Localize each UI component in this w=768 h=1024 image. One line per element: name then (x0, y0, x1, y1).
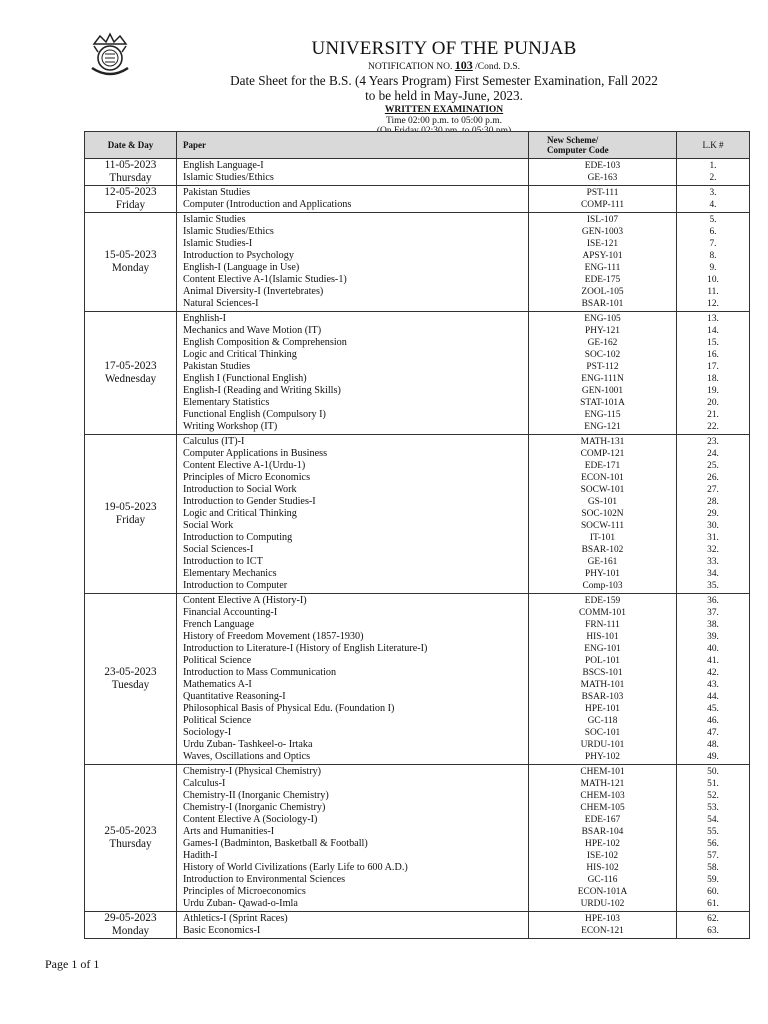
lk-number: 25. (707, 461, 719, 471)
date-group-row (85, 312, 750, 435)
lk-number: 12. (707, 299, 719, 309)
course-code: COMP-111 (580, 200, 625, 210)
lk-number: 50. (707, 767, 719, 777)
paper-name: Mechanics and Wave Motion (IT) (183, 325, 322, 336)
lk-number: 23. (707, 437, 719, 447)
course-code: ECON-121 (581, 926, 624, 936)
course-code: STAT-101A (580, 398, 625, 408)
lk-number: 37. (707, 608, 719, 618)
course-code: POL-101 (585, 656, 620, 666)
time-line-1: Time 02:00 p.m. to 05:00 p.m. (385, 116, 503, 126)
lk-number: 31. (707, 533, 719, 543)
course-code: PHY-121 (585, 326, 620, 336)
course-code: ENG-121 (584, 422, 621, 432)
lk-number: 43. (707, 680, 719, 690)
exam-date: 25-05-2023 (104, 825, 157, 837)
exam-date: 17-05-2023 (104, 360, 157, 372)
paper-name-cell (177, 765, 529, 912)
course-code: URDU-101 (580, 740, 625, 750)
exam-date-cell (85, 312, 177, 435)
paper-name: Logic and Critical Thinking (183, 349, 297, 360)
paper-name: Hadith-I (183, 850, 218, 861)
lk-number: 20. (707, 398, 719, 408)
paper-name: Content Elective A-1(Islamic Studies-1) (183, 274, 347, 285)
course-code: IT-101 (589, 533, 616, 543)
course-code-cell (529, 435, 677, 594)
date-group-row (85, 912, 750, 939)
course-code: CHEM-101 (580, 767, 625, 777)
paper-name: Calculus (IT)-I (183, 436, 245, 447)
subtitle-line-2: to be held in May-June, 2023. (365, 88, 523, 103)
paper-name: Introduction to Computer (183, 580, 288, 591)
paper-name: Philosophical Basis of Physical Edu. (Foundation I) (183, 703, 395, 714)
paper-name: Enghlish-I (183, 313, 227, 324)
paper-name: Islamic Studies-I (183, 238, 253, 249)
paper-name-cell (177, 186, 529, 213)
lk-number: 26. (707, 473, 719, 483)
paper-name: Introduction to Literature-I (History of English Literature-I) (183, 643, 428, 654)
paper-name-cell (177, 435, 529, 594)
lk-number: 44. (707, 692, 719, 702)
course-code: GEN-1001 (581, 386, 624, 396)
course-code: HPE-101 (585, 704, 620, 714)
notification-number: 103 (454, 58, 473, 72)
lk-number: 51. (707, 779, 719, 789)
lk-number: 46. (707, 716, 719, 726)
lk-number: 34. (707, 569, 719, 579)
exam-date: 11-05-2023 (104, 159, 157, 171)
course-code: EDE-159 (584, 596, 621, 606)
exam-date-cell (85, 912, 177, 939)
course-code: EDE-103 (584, 161, 621, 171)
paper-name: French Language (183, 619, 254, 630)
paper-name: Introduction to ICT (183, 556, 263, 567)
lk-number-cell (677, 312, 750, 435)
lk-number: 48. (707, 740, 719, 750)
lk-number: 61. (707, 899, 719, 909)
lk-number: 33. (707, 557, 719, 567)
exam-date-cell (85, 159, 177, 186)
paper-name: Content Elective A (Sociology-I) (183, 814, 318, 825)
lk-number: 4. (709, 200, 717, 210)
course-code: MATH-121 (580, 779, 625, 789)
course-code: ENG-111N (581, 374, 624, 384)
header-date: Date & Day (85, 132, 177, 159)
paper-name: Games-I (Badminton, Basketball & Football) (183, 838, 368, 849)
lk-number: 1. (709, 161, 717, 171)
course-code-cell (529, 912, 677, 939)
lk-number: 41. (707, 656, 719, 666)
course-code: BSAR-103 (581, 692, 624, 702)
lk-number: 54. (707, 815, 719, 825)
lk-number: 28. (707, 497, 719, 507)
paper-name: Islamic Studies/Ethics (183, 172, 274, 183)
exam-date-cell (85, 765, 177, 912)
course-code: ZOOL-105 (581, 287, 624, 297)
course-code: PHY-102 (585, 752, 620, 762)
lk-number: 32. (707, 545, 719, 555)
exam-day: Monday (111, 262, 150, 274)
lk-number: 52. (707, 791, 719, 801)
paper-name: Calculus-I (183, 778, 226, 789)
course-code-cell (529, 765, 677, 912)
paper-name: Elementary Mechanics (183, 568, 277, 579)
course-code: SOC-102N (581, 509, 624, 519)
course-code: ENG-105 (584, 314, 621, 324)
course-code: BSCS-101 (582, 668, 623, 678)
lk-number: 2. (709, 173, 717, 183)
header-paper: Paper (177, 132, 529, 159)
paper-name: Natural Sciences-I (183, 298, 259, 309)
course-code: CHEM-105 (580, 803, 625, 813)
course-code: COMP-121 (580, 449, 625, 459)
paper-name: Introduction to Gender Studies-I (183, 496, 316, 507)
lk-number: 15. (707, 338, 719, 348)
course-code: SOCW-101 (580, 485, 625, 495)
course-code: BSAR-104 (581, 827, 624, 837)
course-code-cell (529, 213, 677, 312)
course-code: HIS-102 (586, 863, 619, 873)
exam-date: 29-05-2023 (104, 912, 157, 924)
paper-name: Political Science (183, 715, 252, 726)
exam-day: Thursday (109, 838, 152, 850)
paper-name: English Language-I (183, 160, 264, 171)
date-group-row (85, 594, 750, 765)
paper-name: Waves, Oscillations and Optics (183, 751, 311, 762)
course-code: EDE-171 (584, 461, 621, 471)
paper-name: Pakistan Studies (183, 187, 251, 198)
page-footer: Page 1 of 1 (45, 957, 100, 971)
paper-name: English I (Functional English) (183, 373, 307, 384)
lk-number: 27. (707, 485, 719, 495)
document-header (120, 38, 768, 136)
exam-date-cell (85, 594, 177, 765)
lk-number: 6. (709, 227, 717, 237)
date-group-row (85, 213, 750, 312)
course-code: ENG-115 (584, 410, 621, 420)
course-code: GC-118 (587, 716, 618, 726)
paper-name: Principles of Microeconomics (183, 886, 306, 897)
exam-day: Friday (115, 514, 146, 526)
header-lk: L.K # (677, 132, 750, 159)
lk-number: 57. (707, 851, 719, 861)
paper-name: Arts and Humanities-I (183, 826, 275, 837)
course-code: SOC-101 (584, 728, 621, 738)
course-code: HPE-102 (585, 839, 620, 849)
exam-date: 12-05-2023 (104, 186, 157, 198)
lk-number: 10. (707, 275, 719, 285)
exam-date-cell (85, 213, 177, 312)
lk-number: 29. (707, 509, 719, 519)
paper-name: Introduction to Environmental Sciences (183, 874, 346, 885)
lk-number: 38. (707, 620, 719, 630)
paper-name: Animal Diversity-I (Invertebrates) (183, 286, 324, 297)
paper-name: Logic and Critical Thinking (183, 508, 297, 519)
course-code: PST-112 (586, 362, 619, 372)
lk-number-cell (677, 435, 750, 594)
paper-name: Sociology-I (183, 727, 232, 738)
lk-number: 18. (707, 374, 719, 384)
course-code: ECON-101 (581, 473, 624, 483)
lk-number-cell (677, 594, 750, 765)
paper-name-cell (177, 213, 529, 312)
course-code: SOCW-111 (580, 521, 625, 531)
lk-number: 17. (707, 362, 719, 372)
paper-name: History of World Civilizations (Early Life to 600 A.D.) (183, 862, 408, 873)
course-code: CHEM-103 (580, 791, 625, 801)
course-code: GE-163 (587, 173, 618, 183)
exam-day: Friday (115, 199, 146, 211)
lk-number: 58. (707, 863, 719, 873)
course-code: ISL-107 (586, 215, 619, 225)
course-code: GE-162 (587, 338, 618, 348)
paper-name: Computer (Introduction and Applications (183, 199, 352, 210)
exam-date: 19-05-2023 (104, 501, 157, 513)
course-code: SOC-102 (584, 350, 621, 360)
lk-number: 3. (709, 188, 717, 198)
lk-number: 21. (707, 410, 719, 420)
paper-name: Islamic Studies (183, 214, 246, 225)
lk-number: 22. (707, 422, 719, 432)
course-code-cell (529, 594, 677, 765)
lk-number: 9. (709, 263, 717, 273)
lk-number: 14. (707, 326, 719, 336)
paper-name: Urdu Zuban- Tashkeel-o- Irtaka (183, 739, 313, 750)
table-body (85, 159, 750, 939)
paper-name-cell (177, 312, 529, 435)
lk-number: 30. (707, 521, 719, 531)
course-code: PST-111 (586, 188, 619, 198)
date-group-row (85, 765, 750, 912)
exam-date-cell (85, 435, 177, 594)
lk-number: 19. (707, 386, 719, 396)
lk-number: 40. (707, 644, 719, 654)
lk-number: 53. (707, 803, 719, 813)
exam-date: 15-05-2023 (104, 249, 157, 261)
paper-name: Content Elective A (History-I) (183, 595, 307, 606)
date-sheet-table (84, 131, 750, 939)
course-code: PHY-101 (585, 569, 620, 579)
lk-number: 47. (707, 728, 719, 738)
paper-name: Introduction to Computing (183, 532, 293, 543)
lk-number: 45. (707, 704, 719, 714)
lk-number: 59. (707, 875, 719, 885)
paper-name: Writing Workshop (IT) (183, 421, 278, 432)
lk-number: 24. (707, 449, 719, 459)
lk-number-cell (677, 912, 750, 939)
lk-number: 16. (707, 350, 719, 360)
paper-name: Chemistry-II (Inorganic Chemistry) (183, 790, 329, 801)
exam-day: Thursday (109, 172, 152, 184)
course-code-cell (529, 159, 677, 186)
course-code: Comp-103 (582, 581, 623, 591)
paper-name: Quantitative Reasoning-I (183, 691, 286, 702)
paper-name-cell (177, 912, 529, 939)
course-code: URDU-102 (580, 899, 625, 909)
table-header-row (85, 132, 750, 159)
lk-number-cell (677, 213, 750, 312)
paper-name: Introduction to Social Work (183, 484, 297, 495)
paper-name: Social Sciences-I (183, 544, 254, 555)
subtitle-line-1: Date Sheet for the B.S. (4 Years Program) First Semester Examination, Fall 2022 (230, 73, 658, 88)
course-code: ENG-101 (584, 644, 621, 654)
course-code: EDE-175 (584, 275, 621, 285)
course-code: ENG-111 (584, 263, 621, 273)
lk-number-cell (677, 765, 750, 912)
paper-name: History of Freedom Movement (1857-1930) (183, 631, 364, 642)
paper-name: Basic Economics-I (183, 925, 261, 936)
paper-name: Chemistry-I (Physical Chemistry) (183, 766, 322, 777)
paper-name: English Composition & Comprehension (183, 337, 347, 348)
paper-name: Elementary Statistics (183, 397, 270, 408)
lk-number: 63. (707, 926, 719, 936)
paper-name: Introduction to Mass Communication (183, 667, 337, 678)
course-code: GS-101 (587, 497, 618, 507)
lk-number: 36. (707, 596, 719, 606)
course-code: MATH-131 (580, 437, 625, 447)
paper-name: Computer Applications in Business (183, 448, 328, 459)
paper-name: Islamic Studies/Ethics (183, 226, 274, 237)
paper-name-cell (177, 594, 529, 765)
exam-type: WRITTEN EXAMINATION (384, 105, 504, 115)
course-code: GC-116 (587, 875, 618, 885)
paper-name: Athletics-I (Sprint Races) (183, 913, 288, 924)
course-code-cell (529, 312, 677, 435)
course-code: ECON-101A (577, 887, 628, 897)
course-code: APSY-101 (582, 251, 623, 261)
lk-number-cell (677, 186, 750, 213)
course-code: BSAR-101 (581, 299, 624, 309)
lk-number: 55. (707, 827, 719, 837)
lk-number: 8. (709, 251, 717, 261)
lk-number: 5. (709, 215, 717, 225)
exam-day: Tuesday (111, 679, 150, 691)
lk-number: 39. (707, 632, 719, 642)
course-code: GEN-1003 (581, 227, 624, 237)
course-code: HPE-103 (585, 914, 620, 924)
date-group-row (85, 186, 750, 213)
course-code: GE-161 (587, 557, 618, 567)
header-code: New Scheme/ Computer Code (529, 132, 677, 159)
date-group-row (85, 159, 750, 186)
lk-number-cell (677, 159, 750, 186)
paper-name: English-I (Reading and Writing Skills) (183, 385, 341, 396)
course-code: ISE-102 (586, 851, 619, 861)
course-code: HIS-101 (586, 632, 619, 642)
paper-name: Chemistry-I (Inorganic Chemistry) (183, 802, 326, 813)
exam-date: 23-05-2023 (104, 666, 157, 678)
course-code: EDE-167 (584, 815, 621, 825)
lk-number: 49. (707, 752, 719, 762)
course-code: BSAR-102 (581, 545, 624, 555)
paper-name: Political Science (183, 655, 252, 666)
lk-number: 13. (707, 314, 719, 324)
lk-number: 7. (709, 239, 717, 249)
paper-name: Social Work (183, 520, 234, 531)
paper-name: Introduction to Psychology (183, 250, 294, 261)
paper-name: Urdu Zuban- Qawad-o-Imla (183, 898, 298, 909)
course-code: MATH-101 (580, 680, 625, 690)
lk-number: 60. (707, 887, 719, 897)
lk-number: 42. (707, 668, 719, 678)
lk-number: 56. (707, 839, 719, 849)
course-code: FRN-111 (585, 620, 620, 630)
exam-day: Wednesday (104, 373, 157, 385)
paper-name: Content Elective A-1(Urdu-1) (183, 460, 306, 471)
exam-day: Monday (111, 925, 150, 937)
course-code: COMM-101 (579, 608, 626, 618)
paper-name: Functional English (Compulsory I) (183, 409, 326, 420)
paper-name: Pakistan Studies (183, 361, 251, 372)
lk-number: 11. (707, 287, 719, 297)
lk-number: 62. (707, 914, 719, 924)
course-code-cell (529, 186, 677, 213)
lk-number: 35. (707, 581, 719, 591)
date-group-row (85, 435, 750, 594)
paper-name: Principles of Micro Economics (183, 472, 311, 483)
paper-name: Mathematics A-I (183, 679, 252, 690)
university-title: UNIVERSITY OF THE PUNJAB (311, 38, 577, 59)
course-code: ISE-121 (586, 239, 619, 249)
paper-name: English-I (Language in Use) (183, 262, 300, 273)
notification-line: NOTIFICATION NO. 103 /Cond. D.S. (367, 58, 521, 72)
paper-name-cell (177, 159, 529, 186)
paper-name: Financial Accounting-I (183, 607, 278, 618)
exam-date-cell (85, 186, 177, 213)
